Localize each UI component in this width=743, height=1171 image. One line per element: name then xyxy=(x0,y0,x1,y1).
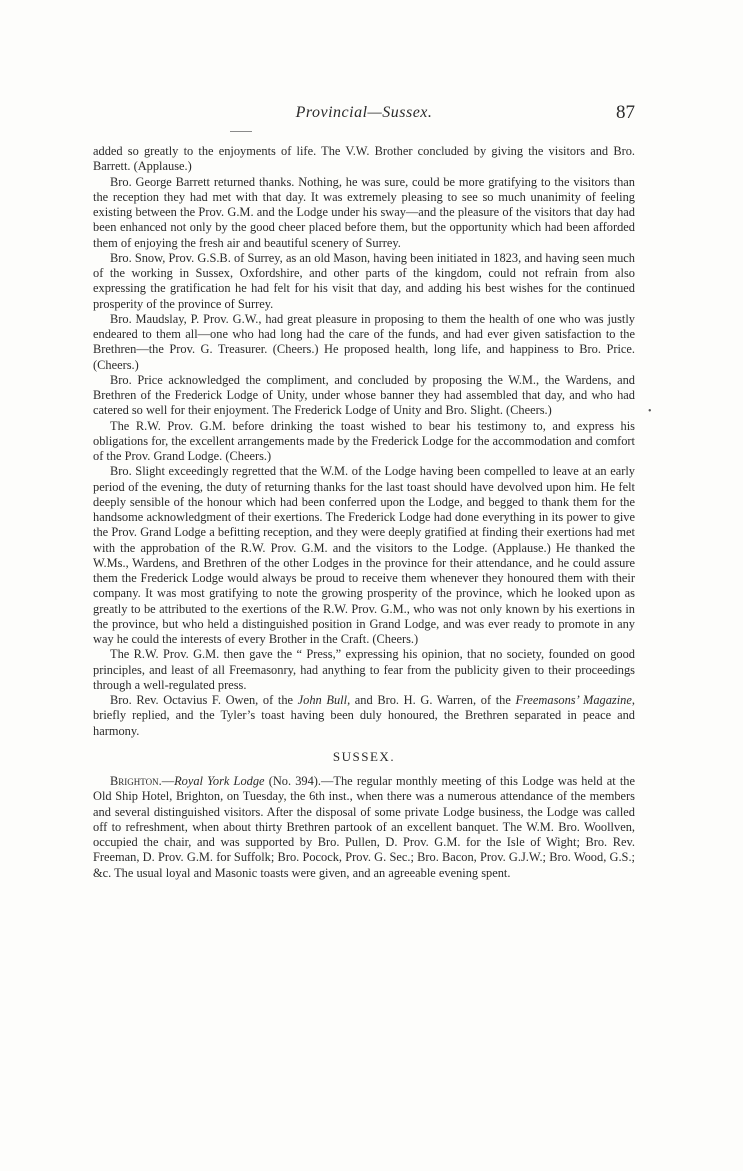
report-text: (No. 394).—The regular monthly meeting of this Lodge was held at the Old Ship Hotel, Brighton, on Tuesday, the 6th inst., when there was a numerous attendance of the members and several distinguished visitors. After the disposal of some private Lodge business, the Lodge was called off to refreshment, when about thirty Brethren partook of an excellent banquet. The W.M. Bro. Woollven, occupied the chair, and was supported by Bro. Pullen, D. Prov. G.M. for the Isle of Wight; Bro. Rev. Freeman, D. Prov. G.M. for Suffolk; Bro. Pocock, Prov. G. Sec.; Bro. Bacon, Prov. G.J.W.; Bro. Wood, G.S.; &c. The usual loyal and Masonic toasts were given, and an agreeable evening spent. xyxy=(93,774,636,880)
paragraph: Bro. Maudslay, P. Prov. G.W., had great pleasure in proposing to them the health of one who was justly endeared to them all—one who had long had the care of the funds, and had ever given satisfaction to the Brethren—the Prov. G. Treasurer. (Cheers.) He proposed health, long life, and happiness to Bro. Price. (Cheers.) xyxy=(93,311,635,372)
owen-text-middle: , and Bro. H. G. Warren, of the xyxy=(347,693,516,707)
brighton-report xyxy=(93,774,635,881)
magazine-title: Freemasons’ Magazine xyxy=(515,693,632,707)
report-dash: — xyxy=(161,774,175,788)
report-lodge-name: Royal York Lodge xyxy=(174,774,265,788)
paragraph: Bro. Price acknowledged the compliment, and concluded by proposing the W.M., the Wardens, and Brethren of the Frederick Lodge of Unity, under whose banner they had assembled that day, and who had catered so well for their enjoyment. The Frederick Lodge of Unity and Bro. Slight. (Cheers.) xyxy=(93,372,635,418)
running-title: Provincial—Sussex. xyxy=(295,104,433,121)
paragraph: Bro. Snow, Prov. G.S.B. of Surrey, as an old Mason, having been initiated in 1823, and having seen much of the working in Sussex, Oxfordshire, and other parts of the kingdom, could not refrain from also expressing the gratification he had felt for his visit that day, and adding his best wishes for the continued prosperity of the province of Surrey. xyxy=(93,250,635,311)
running-head xyxy=(93,104,635,126)
page-number: 87 xyxy=(616,102,635,123)
paragraph: Bro. Slight exceedingly regretted that the W.M. of the Lodge having been compelled to leave at an early period of the evening, the duty of returning thanks for the last toast should have devolved upon him. He felt deeply sensible of the honour which had been conferred upon the Lodge, and begged to thank them for the handsome acknowledgment of their exertions. The Frederick Lodge had done everything in its power to give the Prov. Grand Lodge a befitting reception, and they were deeply gratified at finding their exertions had met with the approbation of the R.W. Prov. G.M. and the visitors to the Lodge. (Applause.) He thanked the W.Ms., Wardens, and Brethren of the other Lodges in the province for their attendance, and he could assure them the Frederick Lodge would always be proud to receive them whenever they honoured them with their company. It was most gratifying to note the growing prosperity of the province, which he looked upon as greatly to be attributed to the exertions of the R.W. Prov. G.M., who was not only known by his exertions in the province, but who held a distinguished position in Grand Lodge, and was ever ready to promote in any way he could the interests of every Brother in the Craft. (Cheers.) xyxy=(93,464,635,646)
report-place: Brighton. xyxy=(110,774,162,788)
paragraph: Bro. George Barrett returned thanks. Nothing, he was sure, could be more gratifying to the visitors than the reception they had met with that day. It was extremely pleasing to see so much unanimity of feeling existing between the Prov. G.M. and the Lodge under his sway—and the pleasure of the visitors that day had been enhanced not only by the good cheer placed before them, but the opportunity which had been afforded them of enjoying the fresh air and beautiful scenery of Surrey. xyxy=(93,174,635,250)
paragraph: The R.W. Prov. G.M. then gave the “ Press,” expressing his opinion, that no society, founded on good principles, and least of all Freemasonry, had anything to fear from the publicity given to their proceedings through a well-regulated press. xyxy=(93,647,635,692)
section-heading: SUSSEX. xyxy=(332,748,396,764)
newspaper-title-john-bull: John Bull xyxy=(297,693,348,707)
report-paragraph xyxy=(93,774,635,881)
article-body xyxy=(93,144,635,881)
paragraph: The R.W. Prov. G.M. before drinking the toast wished to bear his testimony to, and express his obligations for, the excellent arrangements made by the Frederick Lodge for the accommodation and comfort of the Prov. Grand Lodge. (Cheers.) xyxy=(93,418,635,463)
owen-text-before: Bro. Rev. Octavius F. Owen, of the xyxy=(110,693,298,707)
head-rule xyxy=(230,131,252,132)
owen-text-after: , briefly replied, and the Tyler’s toast having been duly honoured, the Brethren separated in peace and harmony. xyxy=(93,693,635,738)
paragraph-owen xyxy=(93,693,635,739)
margin-mark: • xyxy=(648,406,652,417)
paragraph: added so greatly to the enjoyments of life. The V.W. Brother concluded by giving the visitors and Bro. Barrett. (Applause.) xyxy=(93,144,635,174)
